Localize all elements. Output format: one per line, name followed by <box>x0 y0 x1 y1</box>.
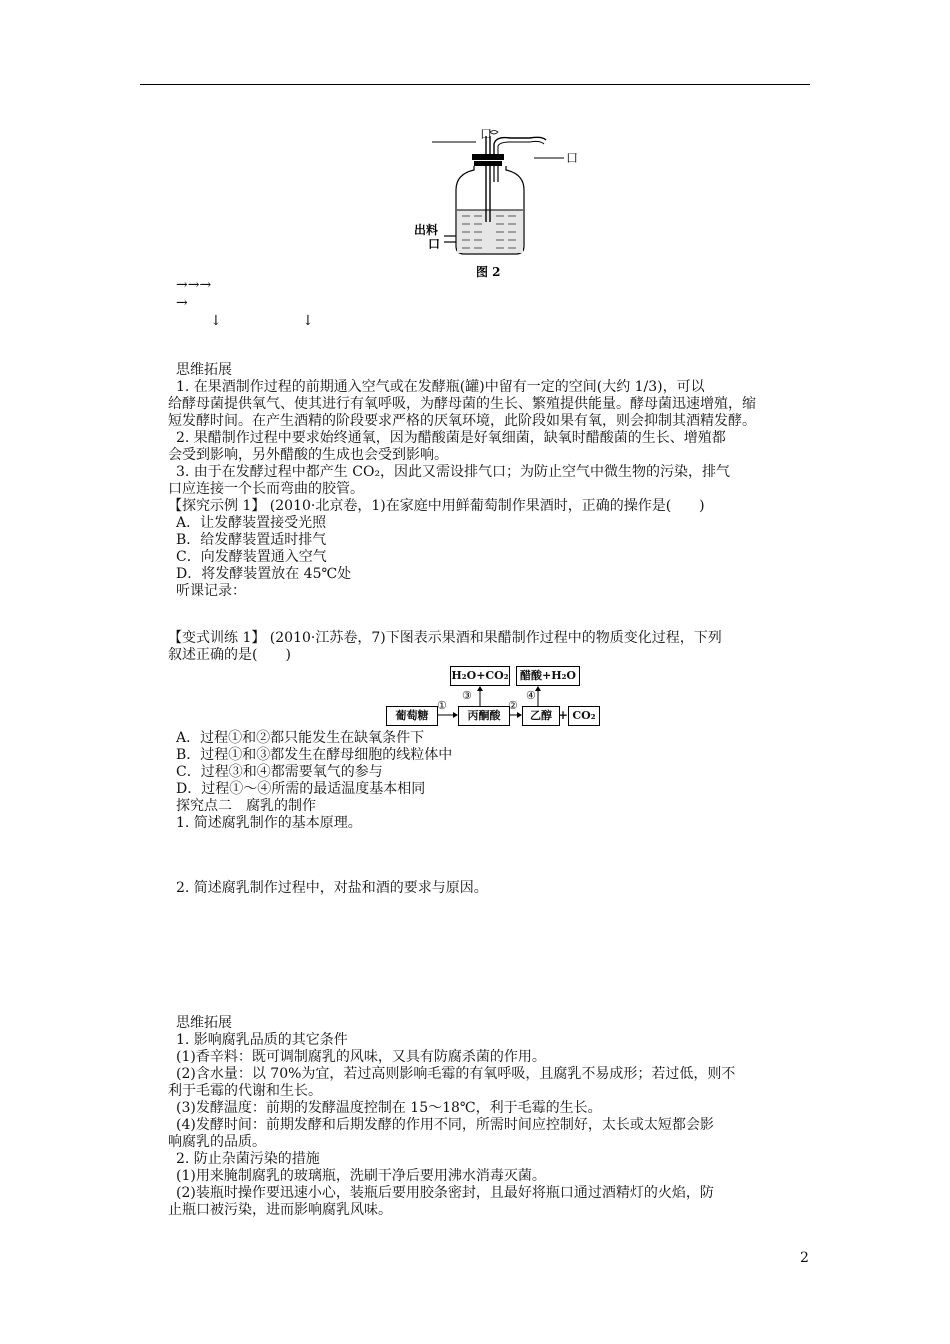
arrow-down-1: ↓ <box>210 313 222 329</box>
section2-measure2-line1: (2)装瓶时操作要迅速小心，装瓶后要用胶条密封，且最好将瓶口通过酒精灯的火焰，防 <box>176 1185 714 1201</box>
variant1-title-line2: 叙述正确的是( ) <box>168 647 291 663</box>
variant1-option-c: C．过程③和④都需要氧气的参与 <box>176 764 383 780</box>
example1-option-d: D．将发酵装置放在 45℃处 <box>176 566 352 582</box>
plus-sign: + <box>558 708 569 722</box>
header-rule <box>140 84 810 85</box>
section2-item3: (3)发酵温度：前期的发酵温度控制在 15～18℃，利于毛霉的生长。 <box>176 1100 602 1116</box>
box-h2o-co2: H₂O+CO₂ <box>450 666 510 686</box>
arrow-row-1: →→→ <box>176 277 212 293</box>
section1-p1-line2: 给酵母菌提供氧气、使其进行有氧呼吸，为酵母菌的生长、繁殖提供能量。酵母菌迅速增殖，缩 <box>168 396 756 412</box>
section1-p2-line1: 2. 果醋制作过程中要求始终通氧，因为醋酸菌是好氧细菌，缺氧时醋酸菌的生长、增殖都 <box>176 430 726 446</box>
example1-option-c: C．向发酵装置通入空气 <box>176 549 327 565</box>
section1-p2-line2: 会受到影响，另外醋酸的生成也会受到影响。 <box>168 447 448 463</box>
page-number: 2 <box>800 1250 809 1266</box>
arrow-down-2: ↓ <box>302 313 314 329</box>
example1-option-b: B．给发酵装置适时排气 <box>176 532 327 548</box>
section2-sub2: 2. 防止杂菌污染的措施 <box>176 1151 320 1167</box>
section1-p3-line2: 口应连接一个长而弯曲的胶管。 <box>168 481 364 497</box>
section2-item1: (1)香辛料：既可调制腐乳的风味，又具有防腐杀菌的作用。 <box>176 1049 546 1065</box>
section2-heading: 思维拓展 <box>176 1015 232 1031</box>
section2-item2-line1: (2)含水量：以 70%为宜，若过高则影响毛霉的有氧呼吸，且腐乳不易成形；若过低，则不 <box>176 1066 736 1082</box>
point2-question-1: 1. 简述腐乳制作的基本原理。 <box>176 815 362 831</box>
point2-heading: 探究点二 腐乳的制作 <box>176 798 316 814</box>
section1-p1-line3: 短发酵时间。在产生酒精的阶段要求严格的厌氧环境，此阶段如果有氧，则会抑制其酒精发酵。 <box>168 413 756 429</box>
box-pyruvate: 丙酮酸 <box>458 706 510 726</box>
section2-measure1: (1)用来腌制腐乳的玻璃瓶，洗刷干净后要用沸水消毒灭菌。 <box>176 1168 546 1184</box>
box-ethanol: 乙醇 <box>522 706 560 726</box>
step-1: ① <box>437 699 447 712</box>
example1-title: 【探究示例 1】 (2010·北京卷，1)在家庭中用鲜葡萄制作果酒时，正确的操作是( ) <box>168 498 705 514</box>
variant1-option-a: A．过程①和②都只能发生在缺氧条件下 <box>176 730 425 746</box>
example1-option-a: A．让发酵装置接受光照 <box>176 515 327 531</box>
box-glucose: 葡萄糖 <box>386 706 438 726</box>
fermentation-bottle-figure <box>410 118 590 283</box>
section1-p3-line1: 3. 由于在发酵过程中都产生 CO₂，因此又需设排气口；为防止空气中微生物的污染，排气 <box>176 464 731 480</box>
variant1-title-line1: 【变式训练 1】 (2010·江苏卷，7)下图表示果酒和果醋制作过程中的物质变化过程，下列 <box>168 630 722 646</box>
label-outlet-2: 口 <box>428 237 441 251</box>
box-acetic-acid: 醋酸+H₂O <box>516 666 580 686</box>
figure-caption: 图 2 <box>476 265 501 279</box>
point2-question-2: 2. 简述腐乳制作过程中，对盐和酒的要求与原因。 <box>176 880 488 896</box>
section2-item4-line1: (4)发酵时间：前期发酵和后期发酵的作用不同，所需时间应控制好，太长或太短都会影 <box>176 1117 714 1133</box>
section2-sub1: 1. 影响腐乳品质的其它条件 <box>176 1032 348 1048</box>
section1-p1-line1: 1. 在果酒制作过程的前期通入空气或在发酵瓶(罐)中留有一定的空间(大约 1/3)，可以 <box>176 379 705 395</box>
step-2: ② <box>508 699 518 712</box>
label-right-port: 口 <box>566 151 579 165</box>
section2-item2-line2: 利于毛霉的代谢和生长。 <box>168 1083 322 1099</box>
section1-heading: 思维拓展 <box>176 362 232 378</box>
label-outlet-1: 出料 <box>414 223 439 237</box>
step-3: ③ <box>462 689 472 702</box>
variant1-option-b: B．过程①和③都发生在酵母细胞的线粒体中 <box>176 747 453 763</box>
arrow-row-2: → <box>176 295 188 311</box>
label-top-port: 口 <box>480 127 493 141</box>
diagram-arrows <box>380 660 620 730</box>
section2-measure2-line2: 止瓶口被污染，进而影响腐乳风味。 <box>168 1202 392 1218</box>
variant1-option-d: D．过程①～④所需的最适温度基本相同 <box>176 781 426 797</box>
example1-notes: 听课记录： <box>176 583 246 599</box>
box-co2: CO₂ <box>568 706 600 726</box>
section2-item4-line2: 响腐乳的品质。 <box>168 1134 266 1150</box>
step-4: ④ <box>526 689 536 702</box>
